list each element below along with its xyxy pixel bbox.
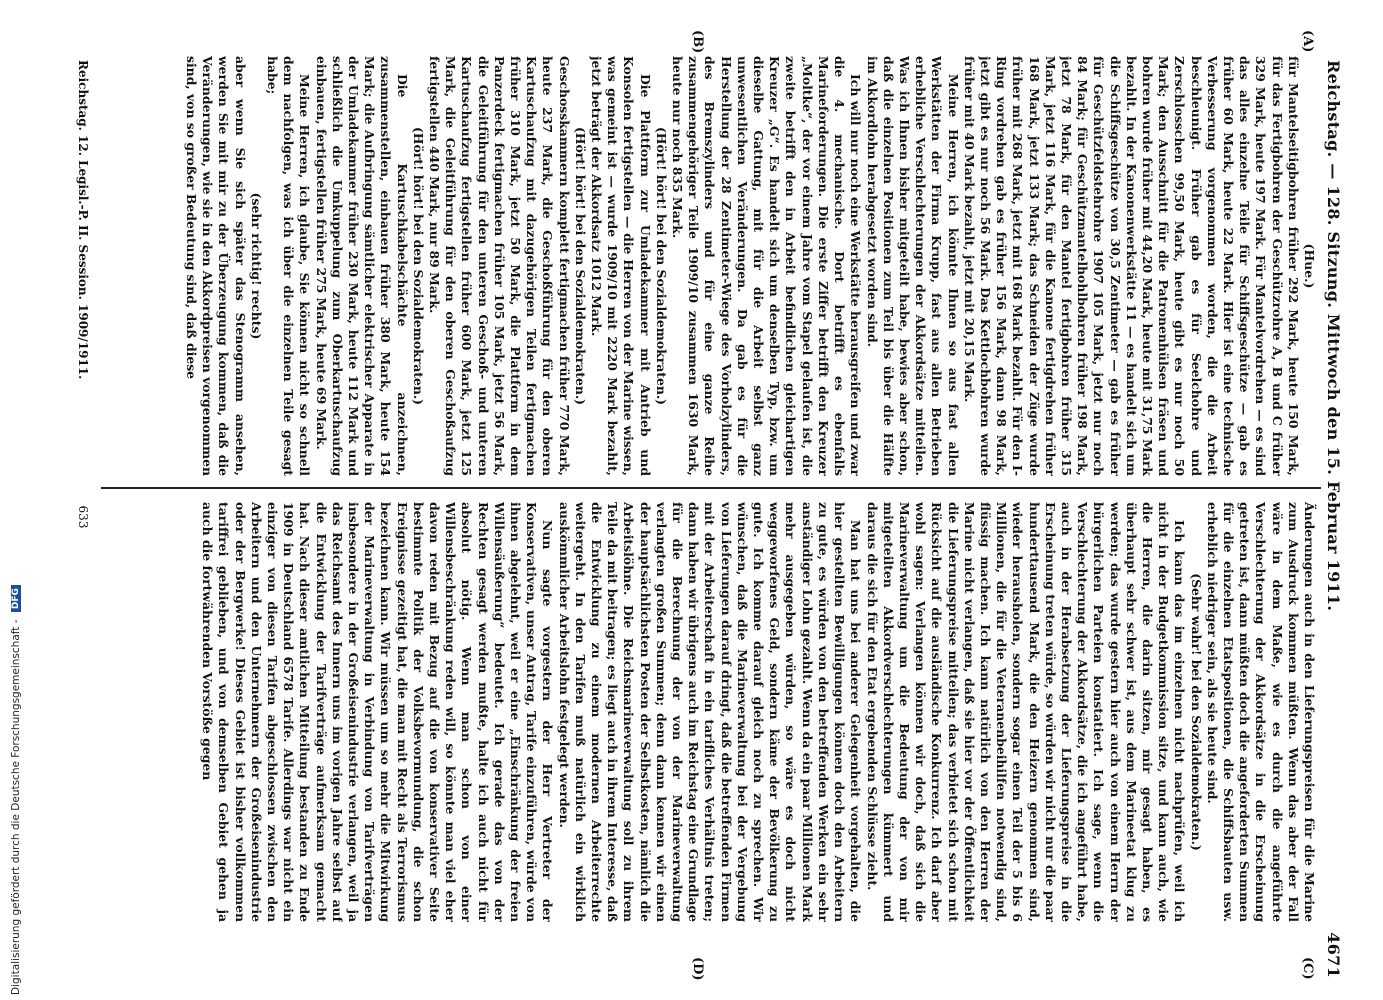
paragraph: Ich will nur noch eine Werkstätte herausgreifen und zwar die 4. mechanische. Dort betrifft es ebenfalls Marineforderungen. Die erste Ziffer betrifft den Kreuzer „Moltke“, der vor einem Jahre vom Stapel gelaufen ist, die zweite betrifft den in Arbeit befindlichen gleichartigen Kreuzer „G“. Es handelt sich um denselben Typ, bzw. um dieselbe Gattung, mit für die Arbeit selbst ganz unwesentlichen Veränderungen. Da gab es für die Herstellung der 28 Zentimeter-Wiege des Vorholzylinders, des Bremszylinders und für eine ganze Reihe zusammengehöriger Teile 1909/10 zusammen 1630 Mark, heute nur noch 835 Mark. — [670, 56, 864, 476]
paragraph: Die Kartuschkabelschächte anzeichnen, zusammenstellen, einbauen früher 380 Mark, heute 154 Mark; die Aufbringung sämtlicher elektrischer Apparate in der Umladekammer früher 230 Mark, heute 112 Mark und schließlich die Umkuppelung zum Oberkartuschaufzug einbauen, fertigstellen früher 275 Mark, heute 69 Mark. — [313, 56, 410, 476]
paragraph: für Mantelseitigbohren früher 292 Mark, heute 150 Mark, für das Fertigbohren der Geschützrohre A, B und C früher 329 Mark, heute 197 Mark. Für Mantelvordrehen — es sind das alles einzelne Teile für Schiffsgeschütze — gab es früher 60 Mark, heute 22 Mark. Hier ist eine technische Verbesserung vorgenommen worden, die die Arbeit beschleunigt. Früher gab es für Seelchohre und Zerschlosschen 99,50 Mark, heute gibt es nur noch 50 Mark; den Ausschnitt für die Patronenhülsen fräsen und bohren wurde früher mit 44,20 Mark, heute mit 31,75 Mark bezahlt. In der Kanonenwerkstätte 11 — es handelt sich um die Schiffsgeschütze von 30,5 Zentimeter — gab es früher für Geschützfeldstehrohre 1907 105 Mark, jetzt nur noch 84 Mark; für Geschützmantelhohlbohren früher 198 Mark, jetzt 78 Mark, für den Mantel fertigbohren früher 315 Mark, jetzt 116 Mark, für die Kanone fertigdrehen früher 168 Mark, jetzt 133 Mark; das Schneiden der Züge wurde früher mit 268 Mark, jetzt mit 168 Mark bezahlt. Für den I-Ring vordrehen gab es früher 156 Mark, dann 98 Mark, jetzt gibt es nur noch 56 Mark. Das Kettlochbohren wurde früher mit 40 Mark bezahlt, jetzt mit 20,15 Mark. — [961, 56, 1301, 476]
paragraph: (Sehr wahr! bei den Sozialdemokraten.) — [1188, 573, 1204, 851]
paragraph: Geschosskammern komplett fertigmachen früher 770 Mark, heute 237 Mark, die Geschoßführung für den oberen Kartuschaufzug mit dazugehörigen Teilen fertigmachen früher 310 Mark, jetzt 50 Mark, die Plattform in dem Panzerdeck fertigmachen früher 105 Mark, jetzt 56 Mark, die Geleitführung für den unteren Geschoß- und unteren Kartuschaufzug fertigstellen früher 600 Mark, jetzt 125 Mark, die Geleitführung für den oberen Geschoßaufzug fertigstellen 440 Mark, nur 89 Mark. — [427, 56, 572, 476]
margin-marker-a: (A) — [1300, 30, 1315, 53]
footer-source: Reichstag. 12. Legisl.-P. II. Session. 1909/1911. — [76, 60, 90, 380]
paragraph: Meine Herren, ich glaube, Sie können nicht so schnell dem nachfolgen, was ich über die einzelnen Teile gesagt habe; — [265, 56, 313, 476]
digitization-credit — [10, 5, 26, 995]
document-page — [55, 30, 1345, 982]
margin-marker-b: (B) — [690, 30, 705, 54]
paragraph: (Hue.) — [1302, 243, 1317, 289]
footer-sheet-number: 633 — [76, 505, 90, 529]
margin-marker-d: (D) — [690, 957, 705, 981]
paragraph: (Hört! hört! bei den Sozialdemokraten.) — [410, 126, 426, 406]
paragraph: Ich kann das im einzelnen nicht nachprüfen, weil ich nicht in der Budgetkommission sitze, und kann auch, wie die Herren, die darin sitzen, mir gesagt haben, es überhaupt sehr schwer ist, aus dem Marineetat klug zu werden; das wurde gestern hier auch von einem Herrn der bürgerlichen Parteien konstatiert. Ich sage, wenn die Verschlechterung der Akkordsätze, die ich angeführt habe, auch in der Herabsetzung der Lieferungspreise in die Erscheinung treten würde, so würden wir nicht nur die paar hunderttausend Mark, die den Heizern genommen sind, wieder herausholen, sondern sogar einen Teil der 5 bis 6 Millionen, die für die Veteranenbeihilfen notwendig sind, flüssig machen. Ich kann natürlich von den Herren der Marine nicht verlangen, daß sie hier vor der Öffentlichkeit die Lieferungspreise mitteilen; das verbietet sich schon mit Rücksicht auf die ausländische Konkurrenz. Ich darf aber wohl sagen: Verlangen können wir doch, daß sich die Marineverwaltung um die Bedeutung der von mir mitgeteilten Akkordverschlechterungen kümmert und daraus die sich für den Etat ergebenden Schlüsse zieht. — [864, 502, 1188, 922]
paragraph: (sehr richtig! rechts) — [248, 192, 264, 340]
credit-text: Digitalisierung gefördert durch die Deutsche Forschungsgemeinschaft - — [10, 619, 22, 995]
right-column — [102, 502, 1317, 922]
column-divider — [101, 487, 1321, 489]
paragraph: Die Plattform zur Umladekammer mit Antrieb und Konsolen fertigstellen — die Herren von der Marine wissen, was gemeint ist — wurde 1909/10 mit 2220 Mark bezahlt, jetzt beträgt der Akkordsatz 1012 Mark. — [589, 56, 653, 476]
paragraph: Meine Herren, ich könnte Ihnen so aus fast allen Werkstätten der Firma Krupp, fast aus allen Betrieben erhebliche Verschlechterungen der Akkordsätze mitteilen. Was ich Ihnen bisher mitgeteilt habe, bewies aber schon, daß die einzelnen Positionen zum Teil bis über die Hälfte im Akkordlohn herabgesetzt worden sind. — [864, 56, 961, 476]
paragraph: (Hört! hört! bei den Sozialdemokraten.) — [572, 126, 588, 406]
paragraph: Nun sagte vorgestern der Herr Vertreter der Konservativen, unser Antrag, Tarife einzuführen, würde von ihnen abgelehnt, weil er eine „Einschränkung der freien Willensäußerung“ bedeutet. Ich gerade das von der Rechten gesagt werden mußte, halte ich auch nicht für absolut nötig. Wenn man schon von einer Willensbeschränkung reden will, so könnte man viel eher davon reden mit Bezug auf die von konservativer Seite bestimmte Politik der Volksbevormundung, die schon Ereignisse gezeitigt hat, die man mit Recht als Terrorismus bezeichnen kann. Wir müssen um so mehr die Mitwirkung der Marineverwaltung in Verbindung von Tarifverträgen insbesondere in der Großeisenindustrie verlangen, weil ja das Reichsamt des Innern uns im vorigen Jahre selbst auf die Entwicklung der Tarifverträge aufmerksam gemacht hat. Nach dieser amtlichen Mitteilung bestanden zu Ende 1909 in Deutschland 6578 Tarife. Allerdings war nicht ein einziger von diesen Tarifen abgeschlossen zwischen den Arbeitern und den Unternehmern der Großeisenindustrie oder der Bergwerke! Dieses Gebiet ist bisher vollkommen tariffrei geblieben, und von demselben Gebiet gehen ja auch die fortwährenden Vorstöße gegen — [200, 502, 556, 922]
left-column — [102, 56, 1317, 476]
paragraph: Änderungen auch in den Lieferungspreisen für die Marine zum Ausdruck kommen müßten. Wenn das aber der Fall wäre in dem Maße, wie es durch die angeführte Verschlechterung der Akkordsätze in die Erscheinung getreten ist, dann müßten doch die angeforderten Summen für die einzelnen Etatspositionen, die Schiffsbauten usw. erheblich niedriger sein, als sie heute sind. — [1204, 502, 1317, 922]
dfg-logo: DFG — [11, 585, 21, 612]
paragraph: (Hört! hört! bei den Sozialdemokraten.) — [653, 126, 669, 406]
margin-marker-c: (C) — [1300, 957, 1315, 980]
paragraph: Man hat uns bei anderer Gelegenheit vorgehalten, die hier gestellten Bewilligungen können doch den Arbeitern zu gute, es würden von den betreffenden Werken ein sehr anständiger Lohn gezahlt. Wenn da ein paar Millionen Mark mehr ausgegeben würden, so wäre es doch nicht weggeworfenes Geld, sondern käme der Bevölkerung zu gute. Ich komme darauf gleich noch zu sprechen. Wir wünschen, daß die Marineverwaltung bei der Vergebung von Lieferungen darauf dringt, daß die betreffenden Firmen mit der Arbeiterschaft in ein tarifliches Verhältnis treten; dann haben wir übrigens auch im Reichstag eine Grundlage für die Berechnung der von der Marineverwaltung verlangten großen Summen; denn dann kennen wir einen der hauptsächlichsten Posten der Selbstkosten, nämlich die Arbeitslöhne. Die Reichsmarineverwaltung soll zu ihrem Teile da mit beitragen; es liegt auch in ihrem Interesse, daß die Entwicklung zu einem modernen Arbeiterrechte weitergeht. In den Tarifen muß natürlich ein wirklich auskömmlicher Arbeitslohn festgelegt werden. — [556, 502, 864, 922]
page-number: 4671 — [1324, 932, 1343, 978]
paragraph: aber wenn Sie sich später das Stenogramm ansehen, werden Sie mit mir zu der Überzeugung kommen, daß die Veränderungen, wie sie in den Akkordpreisen vorgenommen sind, von so großer Bedeutung sind, daß diese — [183, 56, 248, 476]
running-head: Reichstag. — 128. Sitzung. Mittwoch den 15. Februar 1911. — [1324, 60, 1343, 612]
page-header — [1319, 52, 1345, 982]
